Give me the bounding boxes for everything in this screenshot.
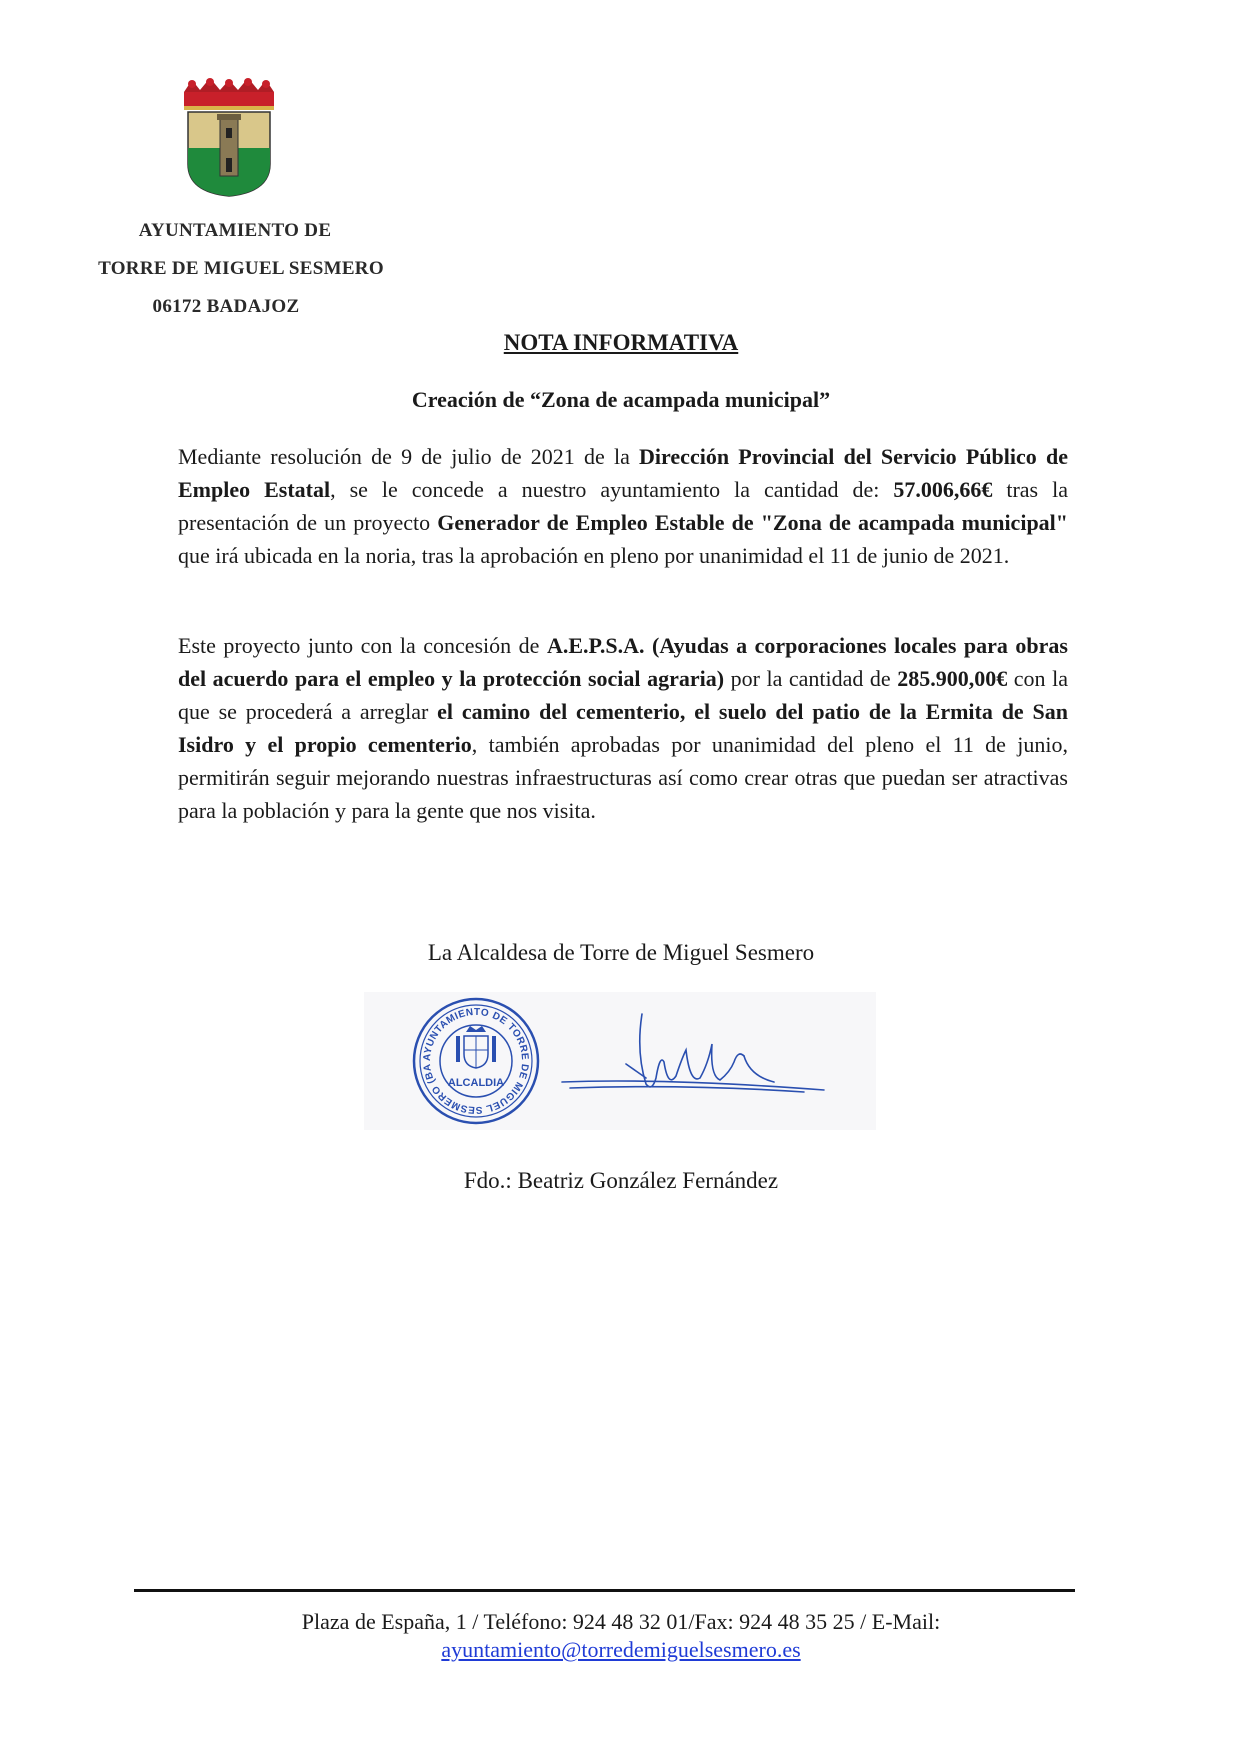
official-stamp-icon: [364, 992, 876, 1130]
stamp-ring-text: AYUNTAMIENTO DE TORRE DE MIGUEL SESMERO (BA: [421, 1006, 531, 1116]
paragraph-text: , se le concede a nuestro ayuntamiento la cantidad de:: [330, 477, 894, 502]
paragraph-bold-text: A.E.P.S.A. (Ayudas a corporaciones locales para obras del acuerdo para el empleo y la protección social agraria): [178, 633, 1068, 691]
organization-postal-line: 06172 BADAJOZ: [152, 296, 300, 317]
signer-name: Fdo.: Beatriz González Fernández: [463, 1168, 779, 1193]
paragraph-text: , también aprobadas por unanimidad del pleno el 11 de junio, permitirán seguir mejorando nuestras infraestructuras así como crear otras que puedan ser atractivas para la población y para la gente que nos visita.: [178, 732, 1068, 823]
paragraph-text: Este proyecto junto con la concesión de: [178, 633, 547, 658]
paragraph-text: con la que se procederá a arreglar: [178, 666, 1068, 724]
footer-address-line: Plaza de España, 1 / Teléfono: 924 48 32 01/Fax: 924 48 35 25 / E-Mail:: [301, 1609, 941, 1634]
signature-area: [364, 992, 876, 1130]
body-paragraph-2: [178, 629, 1068, 827]
paragraph-text: por la cantidad de: [724, 666, 898, 691]
paragraph-bold-amount: 285.900,00€: [897, 666, 1008, 691]
document-title: NOTA INFORMATIVA: [503, 330, 739, 355]
footer-email-link[interactable]: ayuntamiento@torredemiguelsesmero.es: [441, 1637, 801, 1662]
paragraph-bold-text: Generador de Empleo Estable de "Zona de acampada municipal": [437, 510, 1068, 535]
document-subtitle: Creación de “Zona de acampada municipal”: [411, 387, 831, 412]
signer-title: La Alcaldesa de Torre de Miguel Sesmero: [427, 940, 815, 965]
footer-divider: [134, 1589, 1075, 1592]
organization-name-line2: TORRE DE MIGUEL SESMERO: [98, 258, 384, 279]
paragraph-text: tras la presentación de un proyecto: [178, 477, 1068, 535]
body-paragraph-1: [178, 440, 1068, 572]
paragraph-bold-amount: 57.006,66€: [893, 477, 993, 502]
municipal-coat-of-arms-icon: [180, 78, 278, 198]
organization-name-line1: AYUNTAMIENTO DE: [138, 220, 332, 241]
organization-header: [76, 212, 406, 326]
paragraph-bold-text: Dirección Provincial del Servicio Público de Empleo Estatal: [178, 444, 1068, 502]
stamp-center-text: ALCALDIA: [447, 1077, 505, 1089]
paragraph-text: Mediante resolución de 9 de julio de 2021 de la: [178, 444, 640, 469]
paragraph-bold-text: el camino del cementerio, el suelo del patio de la Ermita de San Isidro y el propio cementerio: [178, 699, 1069, 757]
handwritten-signature: [562, 1014, 824, 1092]
paragraph-text: que irá ubicada en la noria, tras la aprobación en pleno por unanimidad el 11 de junio de 2021.: [178, 543, 1010, 568]
footer-contact: [0, 1608, 1242, 1664]
